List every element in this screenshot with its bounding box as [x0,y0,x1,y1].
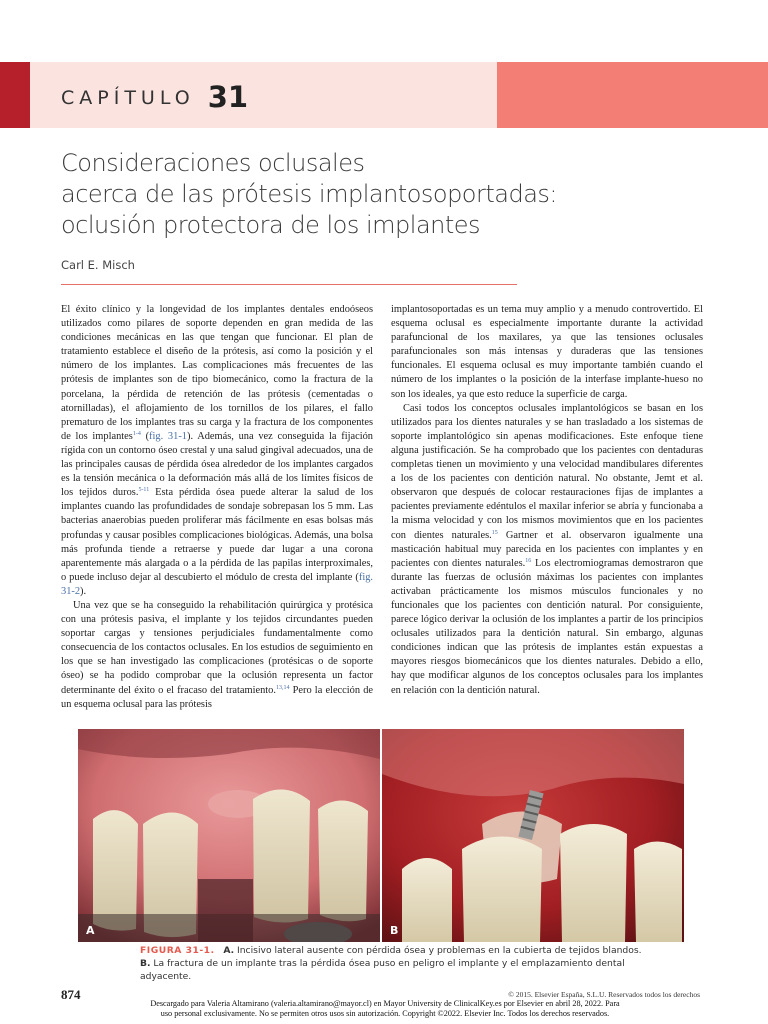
paragraph: Una vez que se ha conseguido la rehabilitación quirúrgica y protésica con una prótesis pasiva, el implante y los tejidos circundantes pueden soportar cargas y tensiones perjudiciales fundamentalmente como consecuencia de los contactos oclusales. En los estudios de seguimiento en los que se han investigado las complicaciones (protésicas o de soporte óseo) se ha podido comprobar que la oclusión representa un factor determinante del éxito o el fracaso del tratamiento.$^{13,14}$ Pero la elección de un esquema oclusal para las prótesis [61,599,374,710]
title-divider [61,284,517,285]
citation-link[interactable]: 13,14 [275,684,290,691]
figure-panel-b [382,729,684,942]
dental-photo-b [382,729,684,942]
paragraph: implantosoportadas es un tema muy amplio y a menudo controvertido. El esquema oclusal es especialmente importante durante la actividad parafuncional de los maxilares, ya que las tensiones oclusales parafuncionales son más intensas y duraderas que las tensiones funcionales. El esquema oclusal es muy importante también cuando el número de los implantes o la posición de la interfase implante-hueso no son los ideales, ya que esto reduce la superficie de carga. [391,304,703,400]
caption-b-text: La fractura de un implante tras la pérdida ósea puso en peligro el implante y el emplazamiento dental adyacente. [140,958,625,982]
citation-link[interactable]: 16 [525,557,532,564]
copyright-notice: © 2015. Elsevier España, S.L.U. Reservados todos los derechos [508,990,700,999]
page-number: 874 [61,987,81,1002]
figure-caption [140,944,660,983]
dental-photo-a [78,729,380,942]
left-column [61,303,373,712]
author-name: Carl E. Misch [61,258,135,272]
download-footer [80,999,690,1019]
title-line: oclusión protectora de los implantes [61,211,481,239]
chapter-heading [61,80,248,114]
right-column [391,303,703,698]
citation-link[interactable]: 1-4 [132,430,141,437]
chapter-label: CAPÍTULO [61,87,195,109]
caption-figure-number: FIGURA 31-1. [140,945,215,956]
footer-line: uso personal exclusivamente. No se permiten otros usos sin autorización. Copyright ©2022. Elsevier Inc. Todos los derechos reservados. [160,1009,610,1018]
caption-b-label: B. [140,958,151,969]
title-line: Consideraciones oclusales [61,149,365,177]
caption-a-label: A. [223,945,235,956]
figure-link[interactable]: fig. 31-2 [61,571,373,597]
chapter-title [61,148,557,241]
figure-panel-a [78,729,380,942]
title-line: acerca de las prótesis implantosoportadas: [61,180,557,208]
paragraph: Casi todos los conceptos oclusales implantológicos se basan en los utilizados para los dientes naturales y se han trasladado a los sistemas de soporte implantológico sin apenas modificaciones. Este enfoque tiene alguna justificación. Se ha comprobado que los pacientes con dentaduras completas tienen un movimiento y una velocidad mandibulares diferentes a los de los pacientes con dentición natural. No obstante, Jemt et al. observaron que después de colocar restauraciones fijas de implantes a pacientes previamente edéntulos el maxilar inferior se abría y funcionaba a la misma velocidad y con los mismos movimientos que en los pacientes con dientes naturales.$^{15}$ Gartner et al. observaron igualmente una masticación habitual muy parecida en los pacientes con implantes y en pacientes con dientes naturales.$^{16}$ Los electromiogramas demostraron que durante las fuerzas de oclusión máximas los pacientes con implantes activaban prácticamente los mismos músculos funcionales y no funcionales que los pacientes con dentición natural. Por consiguiente, parece lógico derivar la oclusión de los implantes a partir de los principios oclusales utilizados para la dentición natural. Sin embargo, algunas condiciones indican que las prótesis de implantes están expuestas a mayores riesgos biomecánicos que los dientes naturales. Debido a ello, hay que modificar algunos de los conceptos oclusales para los implantes en relación con la dentición natural. [391,402,704,696]
panel-a-label: A [86,924,95,937]
citation-link[interactable]: 5-11 [138,487,150,494]
citation-link[interactable]: 15 [491,529,498,536]
chapter-number: 31 [207,80,249,114]
paragraph: El éxito clínico y la longevidad de los implantes dentales endoóseos utilizados como pilares de soporte dependen en gran medida de las condiciones mecánicas en las que tengan que funcionar. El plan de tratamiento establece el diseño de la prótesis, así como la posición y el número de los implantes. Las complicaciones más frecuentes de las prótesis de implantes son de tipo biomecánico, como la fractura de la porcelana, la pérdida de retención de las prótesis (cementadas o atornilladas), el aflojamiento de los tornillos de los pilares, el fallo prematuro de los implantes tras su carga y la fractura de los componentes de los implantes$^{1-4}$ (fig. 31-1). Además, una vez conseguida la fijación rígida con un contorno óseo crestal y una salud gingival adecuados, una de las principales causas de pérdida ósea alrededor de los implantes cargados es la tensión mecánica o la deformación más allá de los límites físicos de los tejidos duros.$^{5-11}$ Esta pérdida ósea puede alterar la salud de los implantes cuando las profundidades de sondaje sobrepasan los 5 mm. Las bacterias anaerobias pueden proliferar más fácilmente en esas bolsas más profundas y causar posibles complicaciones biológicas. Además, una bolsa más profunda tiende a retraerse y puede dar lugar a una corona aparentemente más alargada o a la pérdida de las papilas interproximales, o puede incluso dejar al descubierto el módulo de cresta del implante (fig. 31-2). [61,304,374,597]
panel-b-label: B [390,924,399,937]
caption-a-text: Incisivo lateral ausente con pérdida ósea y problemas en la cubierta de tejidos blandos. [234,945,642,956]
chapter-band-right [497,62,768,128]
chapter-band-left [0,62,30,128]
footer-line: Descargado para Valeria Altamirano (valeria.altamirano@mayor.cl) en Mayor University de ClinicalKey.es por Elsevier en abril 28, 2022. Para [150,999,620,1008]
figure-link[interactable]: fig. 31-1 [149,430,187,442]
